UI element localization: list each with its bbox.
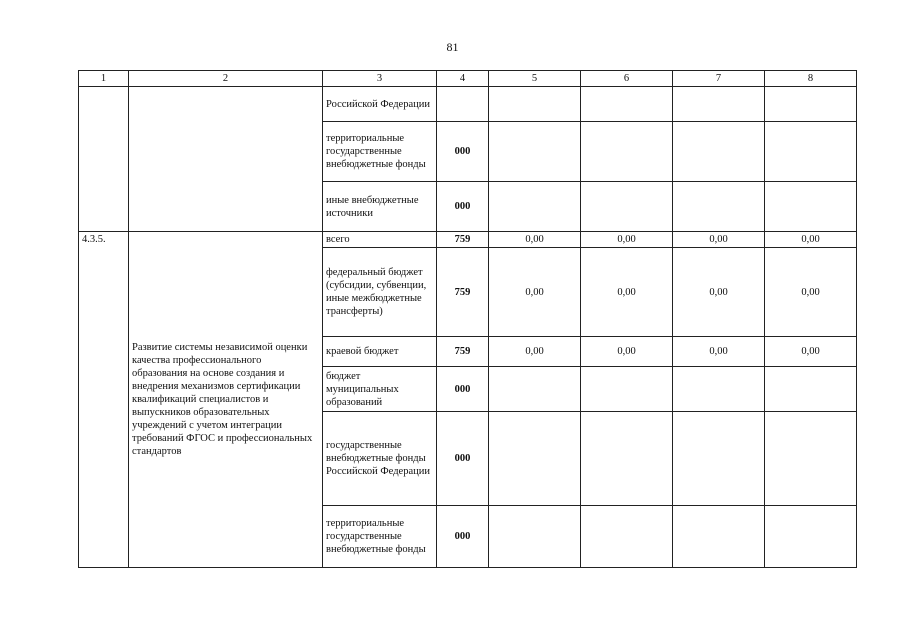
source-cell: федеральный бюджет (субсидии, субвенции, иные межбюджетные трансферты): [323, 248, 437, 337]
code-cell: 000: [437, 122, 489, 182]
value-cell: [765, 87, 857, 122]
value-cell: 0,00: [581, 337, 673, 367]
column-number-row: [79, 71, 857, 87]
value-cell: [581, 182, 673, 232]
value-cell: 0,00: [673, 337, 765, 367]
table-row: [79, 87, 857, 122]
header-cell: 6: [581, 71, 673, 87]
value-cell: 0,00: [673, 248, 765, 337]
value-cell: 0,00: [489, 337, 581, 367]
value-cell: [581, 367, 673, 412]
value-cell: [581, 506, 673, 568]
code-cell: 759: [437, 248, 489, 337]
source-cell: государственные внебюджетные фонды Российской Федерации: [323, 412, 437, 506]
header-cell: 4: [437, 71, 489, 87]
value-cell: 0,00: [581, 232, 673, 248]
value-cell: 0,00: [581, 248, 673, 337]
value-cell: [489, 506, 581, 568]
source-cell: территориальные государственные внебюджетные фонды: [323, 506, 437, 568]
value-cell: 0,00: [489, 232, 581, 248]
value-cell: [765, 122, 857, 182]
value-cell: [765, 412, 857, 506]
value-cell: [489, 122, 581, 182]
source-cell: иные внебюджетные источники: [323, 182, 437, 232]
value-cell: [673, 506, 765, 568]
source-cell: краевой бюджет: [323, 337, 437, 367]
page-number: 81: [446, 40, 459, 54]
value-cell: [673, 367, 765, 412]
value-cell: [765, 506, 857, 568]
value-cell: [765, 367, 857, 412]
value-cell: [489, 87, 581, 122]
item-number-cell: 4.3.5.: [79, 232, 129, 568]
header-cell: 8: [765, 71, 857, 87]
source-cell: территориальные государственные внебюджетные фонды: [323, 122, 437, 182]
value-cell: [489, 367, 581, 412]
code-cell: 000: [437, 367, 489, 412]
item-number-cell: [79, 87, 129, 232]
value-cell: [765, 182, 857, 232]
code-cell: 000: [437, 182, 489, 232]
header-cell: 7: [673, 71, 765, 87]
header-cell: 3: [323, 71, 437, 87]
value-cell: [673, 412, 765, 506]
source-cell: Российской Федерации: [323, 87, 437, 122]
header-cell: 1: [79, 71, 129, 87]
value-cell: [581, 87, 673, 122]
value-cell: 0,00: [673, 232, 765, 248]
source-cell: бюджет муниципальных образований: [323, 367, 437, 412]
value-cell: [673, 122, 765, 182]
source-cell: всего: [323, 232, 437, 248]
value-cell: 0,00: [765, 248, 857, 337]
table-row: [79, 232, 857, 248]
value-cell: [673, 182, 765, 232]
value-cell: 0,00: [765, 337, 857, 367]
financing-table: [78, 70, 857, 568]
item-name-cell: Развитие системы независимой оценки качества профессионального образования на основе создания и внедрения механизмов сертификации квалификаций специалистов и выпускников образовательных учреждений с учетом интеграции требований ФГОС и профессиональных стандартов: [129, 232, 323, 568]
header-cell: 5: [489, 71, 581, 87]
value-cell: 0,00: [489, 248, 581, 337]
code-cell: 759: [437, 232, 489, 248]
item-name-cell: [129, 87, 323, 232]
code-cell: [437, 87, 489, 122]
code-cell: 000: [437, 506, 489, 568]
value-cell: [489, 412, 581, 506]
code-cell: 759: [437, 337, 489, 367]
header-cell: 2: [129, 71, 323, 87]
code-cell: 000: [437, 412, 489, 506]
value-cell: [673, 87, 765, 122]
value-cell: [489, 182, 581, 232]
value-cell: [581, 122, 673, 182]
value-cell: 0,00: [765, 232, 857, 248]
value-cell: [581, 412, 673, 506]
